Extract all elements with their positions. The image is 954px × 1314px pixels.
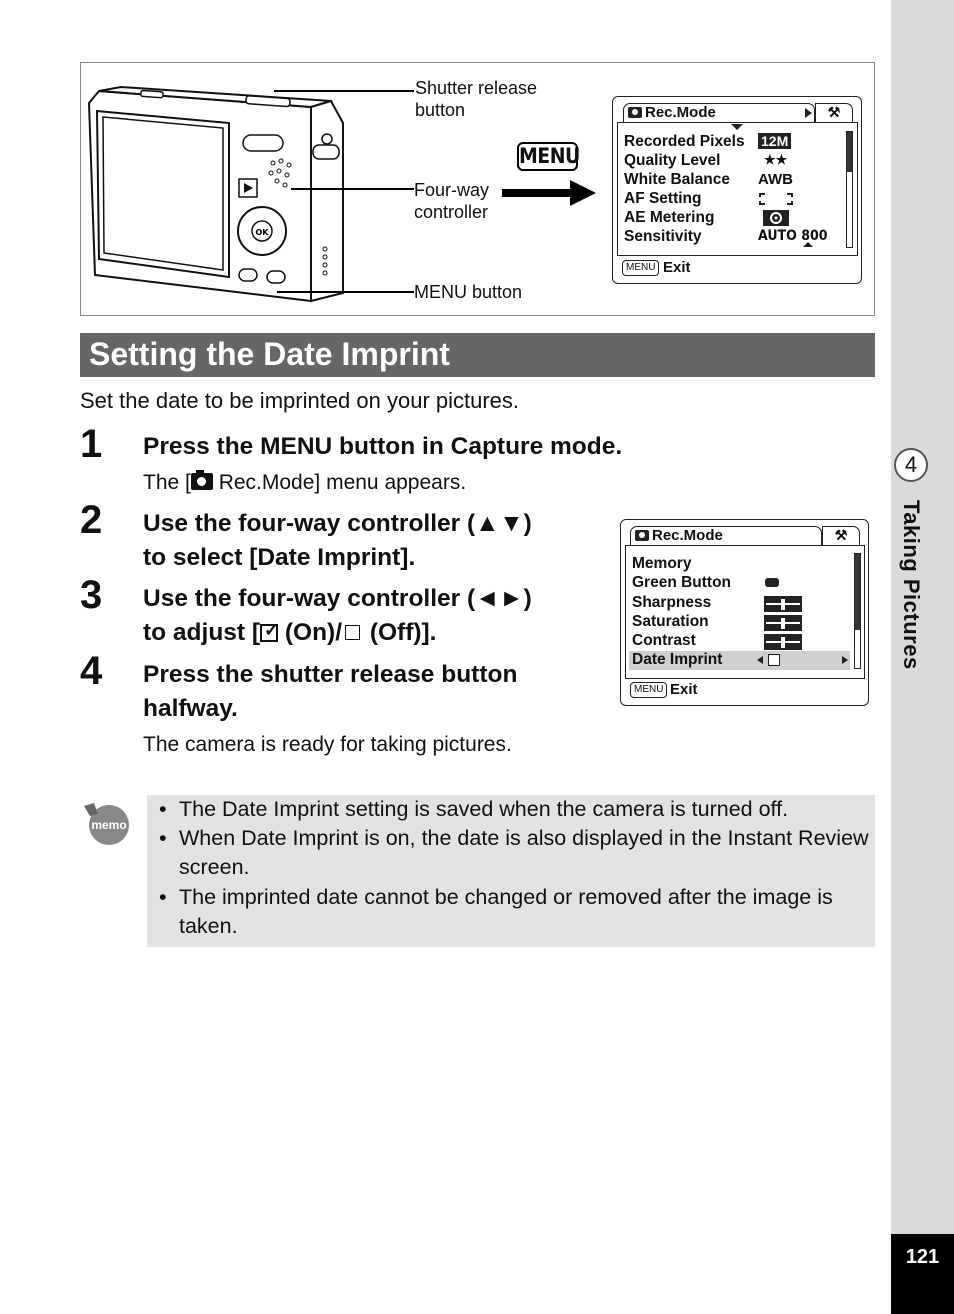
memo-item: • The imprinted date cannot be changed or removed after the image is taken. xyxy=(159,883,879,941)
step-title: Press the MENU button in Capture mode. xyxy=(143,433,623,460)
screen2-row-label: Sharpness xyxy=(632,594,712,611)
step-number: 1 xyxy=(80,422,103,466)
step-title-part: (Off)]. xyxy=(363,619,437,646)
menu-button-callout: MENU button xyxy=(414,282,523,302)
screen1-scrollbar xyxy=(846,131,853,248)
contrast-slider-icon xyxy=(764,634,802,650)
wrench-tab-icon: ⚒ xyxy=(815,103,853,123)
step-title xyxy=(143,658,517,726)
screen1-row-label: AE Metering xyxy=(624,209,715,226)
chapter-number: 4 xyxy=(894,448,928,482)
af-frame-icon xyxy=(758,192,794,206)
saturation-slider-icon xyxy=(764,615,802,631)
page-number: 121 xyxy=(891,1234,954,1314)
quality-level-value: ★★ xyxy=(764,152,788,167)
memo-item-text: The Date Imprint setting is saved when the camera is turned off. xyxy=(179,797,789,821)
step-title-line xyxy=(143,616,532,650)
memo-icon-label: memo xyxy=(91,818,127,832)
section-heading: Setting the Date Imprint xyxy=(80,333,875,377)
menu-key-icon: MENU xyxy=(517,142,578,171)
memo-item: • When Date Imprint is on, the date is also displayed in the Instant Review screen. xyxy=(159,824,879,882)
step-title-line: Use the four-way controller (▲▼) xyxy=(143,510,532,537)
sharpness-slider-icon xyxy=(764,596,802,612)
screen2-row-label: Contrast xyxy=(632,632,696,649)
checkbox-empty-icon xyxy=(345,625,360,640)
left-triangle-icon xyxy=(757,656,763,664)
screen2-scrollbar xyxy=(854,553,861,669)
screen1-exit-label: Exit xyxy=(663,259,691,276)
screen1-row-label: AF Setting xyxy=(624,190,702,207)
step-title-part: (On)/ xyxy=(278,619,343,646)
step-title-line: to select [Date Imprint]. xyxy=(143,544,416,571)
memo-item: • The Date Imprint setting is saved when the camera is turned off. xyxy=(159,795,879,824)
step-title-part: to adjust [ xyxy=(143,619,261,646)
white-balance-value: AWB xyxy=(758,171,793,188)
recorded-pixels-value: 12M xyxy=(758,133,791,149)
step-number: 2 xyxy=(80,498,103,542)
step-number: 4 xyxy=(80,649,103,693)
step-number: 3 xyxy=(80,573,103,617)
memo-box xyxy=(147,795,875,947)
right-triangle-icon xyxy=(842,656,848,664)
screen1-tab-title: Rec.Mode xyxy=(645,104,716,121)
screen1-row-label: Sensitivity xyxy=(624,228,702,245)
screen1-menu-key: MENU xyxy=(622,260,659,276)
sensitivity-value: AUTO 800 xyxy=(758,228,828,244)
step-title-line: halfway. xyxy=(143,695,238,722)
up-triangle-icon xyxy=(803,242,813,247)
screen2-exit-label: Exit xyxy=(670,681,698,698)
right-arrow-icon xyxy=(500,178,598,208)
screen2-row-label: Memory xyxy=(632,555,692,572)
shutter-release-callout: Shutter release button xyxy=(415,78,538,120)
shutter-leader-line xyxy=(274,90,414,92)
step-title-line: Use the four-way controller (◄►) xyxy=(143,585,532,612)
screen2-row-label: Saturation xyxy=(632,613,709,630)
screen2-row-label: Date Imprint xyxy=(632,651,723,668)
section-intro: Set the date to be imprinted on your pictures. xyxy=(80,388,520,413)
screen1-row-label: White Balance xyxy=(624,171,730,188)
screen2-tab-title: Rec.Mode xyxy=(652,527,723,544)
memo-icon xyxy=(82,800,132,846)
screen1-row-label: Recorded Pixels xyxy=(624,133,745,150)
wrench-tab-icon: ⚒ xyxy=(822,526,860,546)
menu-leader-line xyxy=(277,291,414,293)
step-title-line: Press the shutter release button xyxy=(143,661,518,688)
chapter-title: Taking Pictures xyxy=(899,500,924,670)
ae-metering-icon xyxy=(762,209,790,227)
memo-item-text: When Date Imprint is on, the date is also displayed in the Instant Review screen. xyxy=(179,826,869,879)
step-note-text: Rec.Mode] menu appears. xyxy=(212,471,467,494)
memo-item-text: The imprinted date cannot be changed or removed after the image is taken. xyxy=(179,885,833,938)
screen1-row-label: Quality Level xyxy=(624,152,721,169)
step-note: The camera is ready for taking pictures. xyxy=(143,733,512,756)
screen2-row-label: Green Button xyxy=(632,574,732,591)
step-note-text: The [ xyxy=(143,471,191,494)
camera-icon xyxy=(191,473,213,490)
screen2-menu-key: MENU xyxy=(630,682,667,698)
date-imprint-checkbox-icon xyxy=(768,654,780,666)
green-button-icon xyxy=(765,578,779,587)
checkbox-checked-icon: ✓ xyxy=(260,624,278,642)
step-title xyxy=(143,582,532,650)
svg-text:OK: OK xyxy=(255,228,269,237)
fourway-leader-line xyxy=(291,188,414,190)
step-note xyxy=(143,471,466,495)
step-title xyxy=(143,507,532,575)
four-way-controller-callout: Four-way controller xyxy=(414,180,490,222)
down-triangle-icon xyxy=(731,124,743,130)
